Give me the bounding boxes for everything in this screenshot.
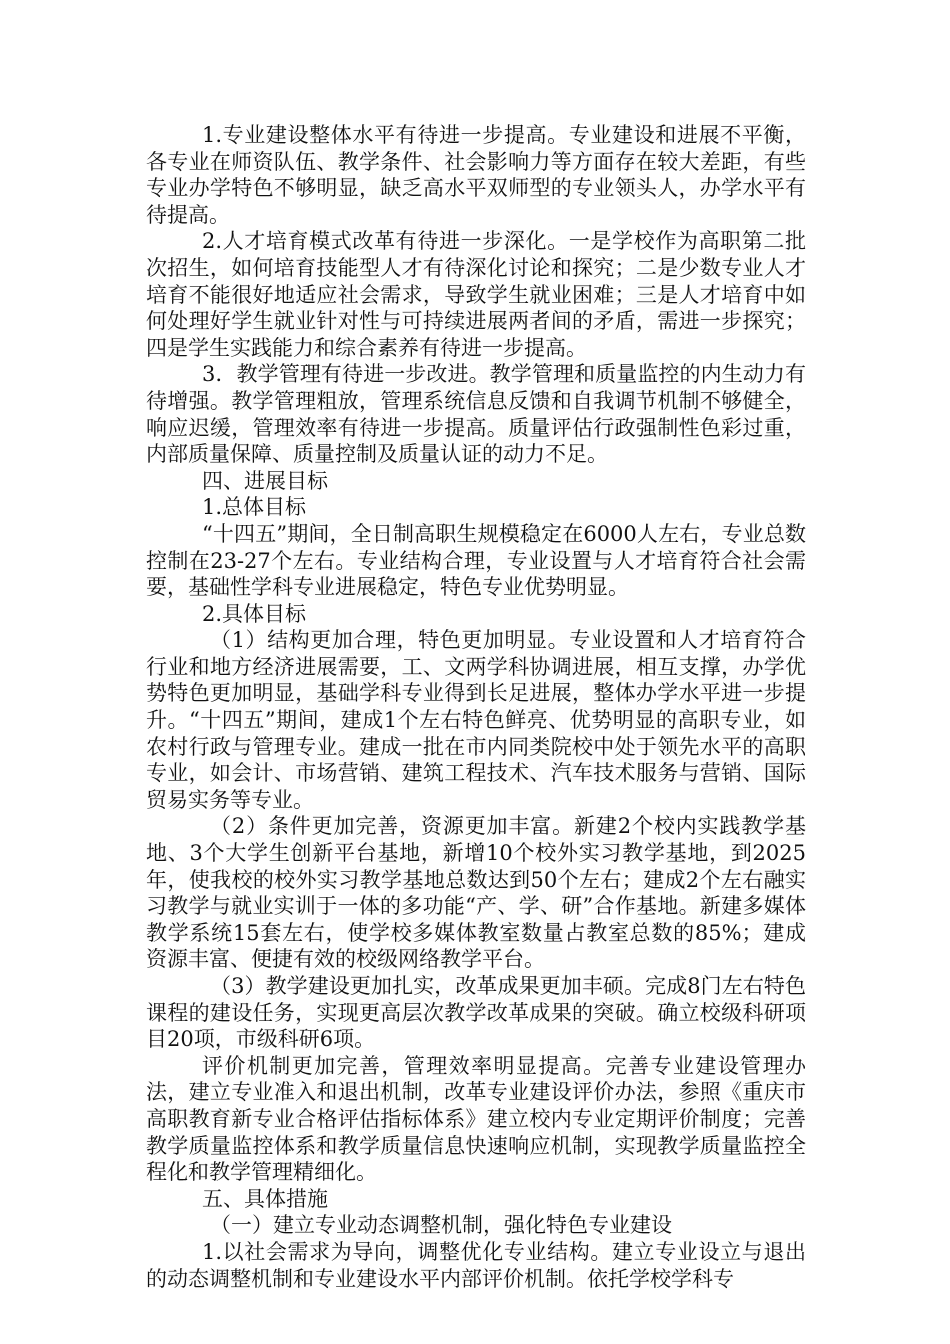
paragraph-goal-2: （2）条件更加完善，资源更加丰富。新建2个校内实践教学基地、3个大学生创新平台基地，新增10个校外实习教学基地，到2025年，使我校的校外实习教学基地总数达到50个左右；建成2个左右融实习教学与就业实训于一体的多功能“产、学、研”合作基地。新建多媒体教学系统15套左右，使学校多媒体教室数量占教室总数的85%；建成资源丰富、便捷有效的校级网络教学平台。 — [146, 814, 806, 972]
document-page — [146, 122, 806, 1292]
heading-section-5: 五、具体措施 — [202, 1186, 328, 1211]
paragraph-goal-3: （3）教学建设更加扎实，改革成果更加丰硕。完成8门左右特色课程的建设任务，实现更高层次教学改革成果的突破。确立校级科研项目20项，市级科研6项。 — [146, 974, 806, 1052]
paragraph-evaluation: 评价机制更加完善，管理效率明显提高。完善专业建设管理办法，建立专业准入和退出机制，改革专业建设评价办法，参照《重庆市高职教育新专业合格评估指标体系》建立校内专业定期评价制度；完善教学质量监控体系和教学质量信息快速响应机制，实现教学质量监控全程化和教学管理精细化。 — [146, 1053, 806, 1185]
paragraph-measure-1: 1.以社会需求为导向，调整优化专业结构。建立专业设立与退出的动态调整机制和专业建设水平内部评价机制。依托学校学科专 — [146, 1239, 806, 1291]
heading-measure-1: （一）建立专业动态调整机制，强化特色专业建设 — [210, 1213, 672, 1238]
heading-specific-goals: 2.具体目标 — [202, 601, 307, 626]
paragraph-overall-goal: “十四五”期间，全日制高职生规模稳定在6000人左右，专业总数控制在23-27个左右。专业结构合理，专业设置与人才培育符合社会需要，基础性学科专业进展稳定，特色专业优势明显。 — [146, 521, 806, 600]
paragraph-2: 2.人才培育模式改革有待进一步深化。一是学校作为高职第二批次招生，如何培育技能型人才有待深化讨论和探究；二是少数专业人才培育不能很好地适应社会需求，导致学生就业困难；三是人才培育中如何处理好学生就业针对性与可持续进展两者间的矛盾，需进一步探究；四是学生实践能力和综合素养有待进一步提高。 — [146, 229, 806, 360]
paragraph-1: 1.专业建设整体水平有待进一步提高。专业建设和进展不平衡，各专业在师资队伍、教学条件、社会影响力等方面存在较大差距，有些专业办学特色不够明显，缺乏高水平双师型的专业领头人，办学水平有待提高。 — [146, 123, 806, 227]
paragraph-goal-1: （1）结构更加合理，特色更加明显。专业设置和人才培育符合行业和地方经济进展需要，工、文两学科协调进展，相互支撑，办学优势特色更加明显，基础学科专业得到长足进展，整体办学水平进一步提升。“十四五”期间，建成1个左右特色鲜亮、优势明显的高职专业，如农村行政与管理专业。建成一批在市内同类院校中处于领先水平的高职专业，如会计、市场营销、建筑工程技术、汽车技术服务与营销、国际贸易实务等专业。 — [146, 628, 806, 812]
heading-overall-goal: 1.总体目标 — [202, 495, 307, 520]
paragraph-3: 3．教学管理有待进一步改进。教学管理和质量监控的内生动力有待增强。教学管理粗放，管理系统信息反馈和自我调节机制不够健全，响应迟缓，管理效率有待进一步提高。质量评估行政强制性色彩过重，内部质量保障、质量控制及质量认证的动力不足。 — [146, 362, 806, 467]
heading-section-4: 四、进展目标 — [202, 468, 328, 493]
